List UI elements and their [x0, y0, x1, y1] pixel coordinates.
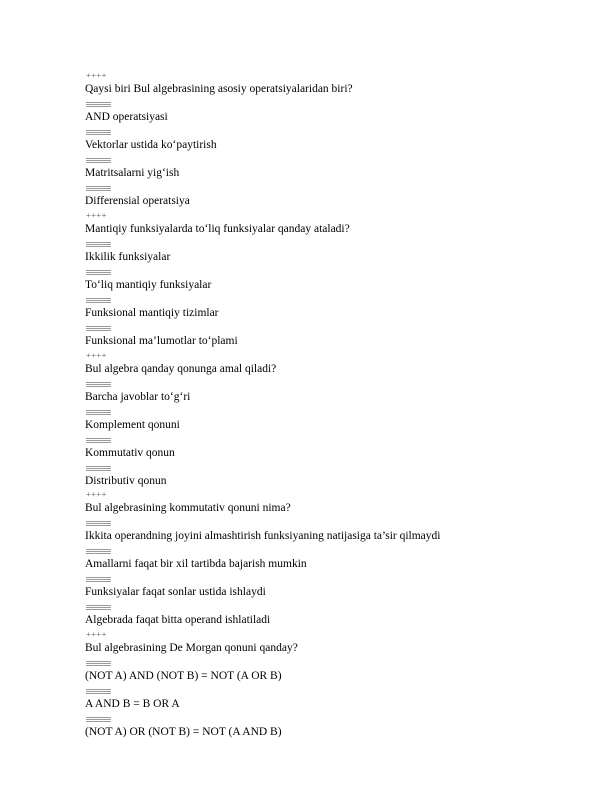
answer-option: Vektorlar ustida ko‘paytirish — [85, 139, 217, 151]
question-marker: ++++ — [86, 70, 107, 80]
question-marker: ++++ — [86, 210, 107, 220]
question-marker: ++++ — [86, 489, 107, 499]
answer-separator — [86, 661, 111, 666]
answer-separator — [86, 577, 111, 582]
answer-option: Barcha javoblar to‘g‘ri — [85, 391, 191, 403]
question-text: Bul algebrasining kommutativ qonuni nima? — [85, 502, 291, 514]
question-marker: ++++ — [86, 629, 107, 639]
answer-option: Funksional mantiqiy tizimlar — [85, 307, 219, 319]
answer-option: Matritsalarni yig‘ish — [85, 167, 180, 179]
answer-separator — [86, 605, 111, 610]
answer-option: Amallarni faqat bir xil tartibda bajarish mumkin — [85, 558, 307, 570]
question-text: Bul algebra qanday qonunga amal qiladi? — [85, 363, 277, 375]
answer-option: Ikkita operandning joyini almashtirish funksiyaning natijasiga ta’sir qilmaydi — [85, 530, 441, 542]
answer-option: To‘liq mantiqiy funksiyalar — [85, 279, 212, 291]
question-text: Bul algebrasining De Morgan qonuni qanday? — [85, 642, 298, 654]
answer-separator — [86, 466, 111, 471]
answer-separator — [86, 298, 111, 303]
answer-separator — [86, 270, 111, 275]
answer-separator — [86, 102, 111, 107]
answer-option: Kommutativ qonun — [85, 447, 175, 459]
answer-separator — [86, 438, 111, 443]
answer-option: Komplement qonuni — [85, 419, 180, 431]
answer-separator — [86, 549, 111, 554]
answer-option: Ikkilik funksiyalar — [85, 251, 171, 263]
answer-option: Differensial operatsiya — [85, 195, 190, 207]
answer-separator — [86, 521, 111, 526]
answer-separator — [86, 382, 111, 387]
answer-separator — [86, 158, 111, 163]
answer-separator — [86, 242, 111, 247]
answer-option: Funksiyalar faqat sonlar ustida ishlaydi — [85, 586, 266, 598]
answer-separator — [86, 410, 111, 415]
answer-separator — [86, 186, 111, 191]
answer-option: (NOT A) AND (NOT B) = NOT (A OR B) — [85, 670, 282, 682]
answer-option: Funksional ma’lumotlar to‘plami — [85, 335, 238, 347]
answer-separator — [86, 130, 111, 135]
answer-separator — [86, 689, 111, 694]
answer-option: A AND B = B OR A — [85, 698, 180, 710]
answer-separator — [86, 326, 111, 331]
question-text: Mantiqiy funksiyalarda to‘liq funksiyalar qanday ataladi? — [85, 223, 350, 235]
answer-option: Distributiv qonun — [85, 475, 167, 487]
question-marker: ++++ — [86, 350, 107, 360]
answer-separator — [86, 717, 111, 722]
answer-option: (NOT A) OR (NOT B) = NOT (A AND B) — [85, 726, 282, 738]
answer-option: AND operatsiyasi — [85, 111, 168, 123]
question-text: Qaysi biri Bul algebrasining asosiy operatsiyalaridan biri? — [85, 83, 353, 95]
answer-option: Algebrada faqat bitta operand ishlatiladi — [85, 614, 271, 626]
